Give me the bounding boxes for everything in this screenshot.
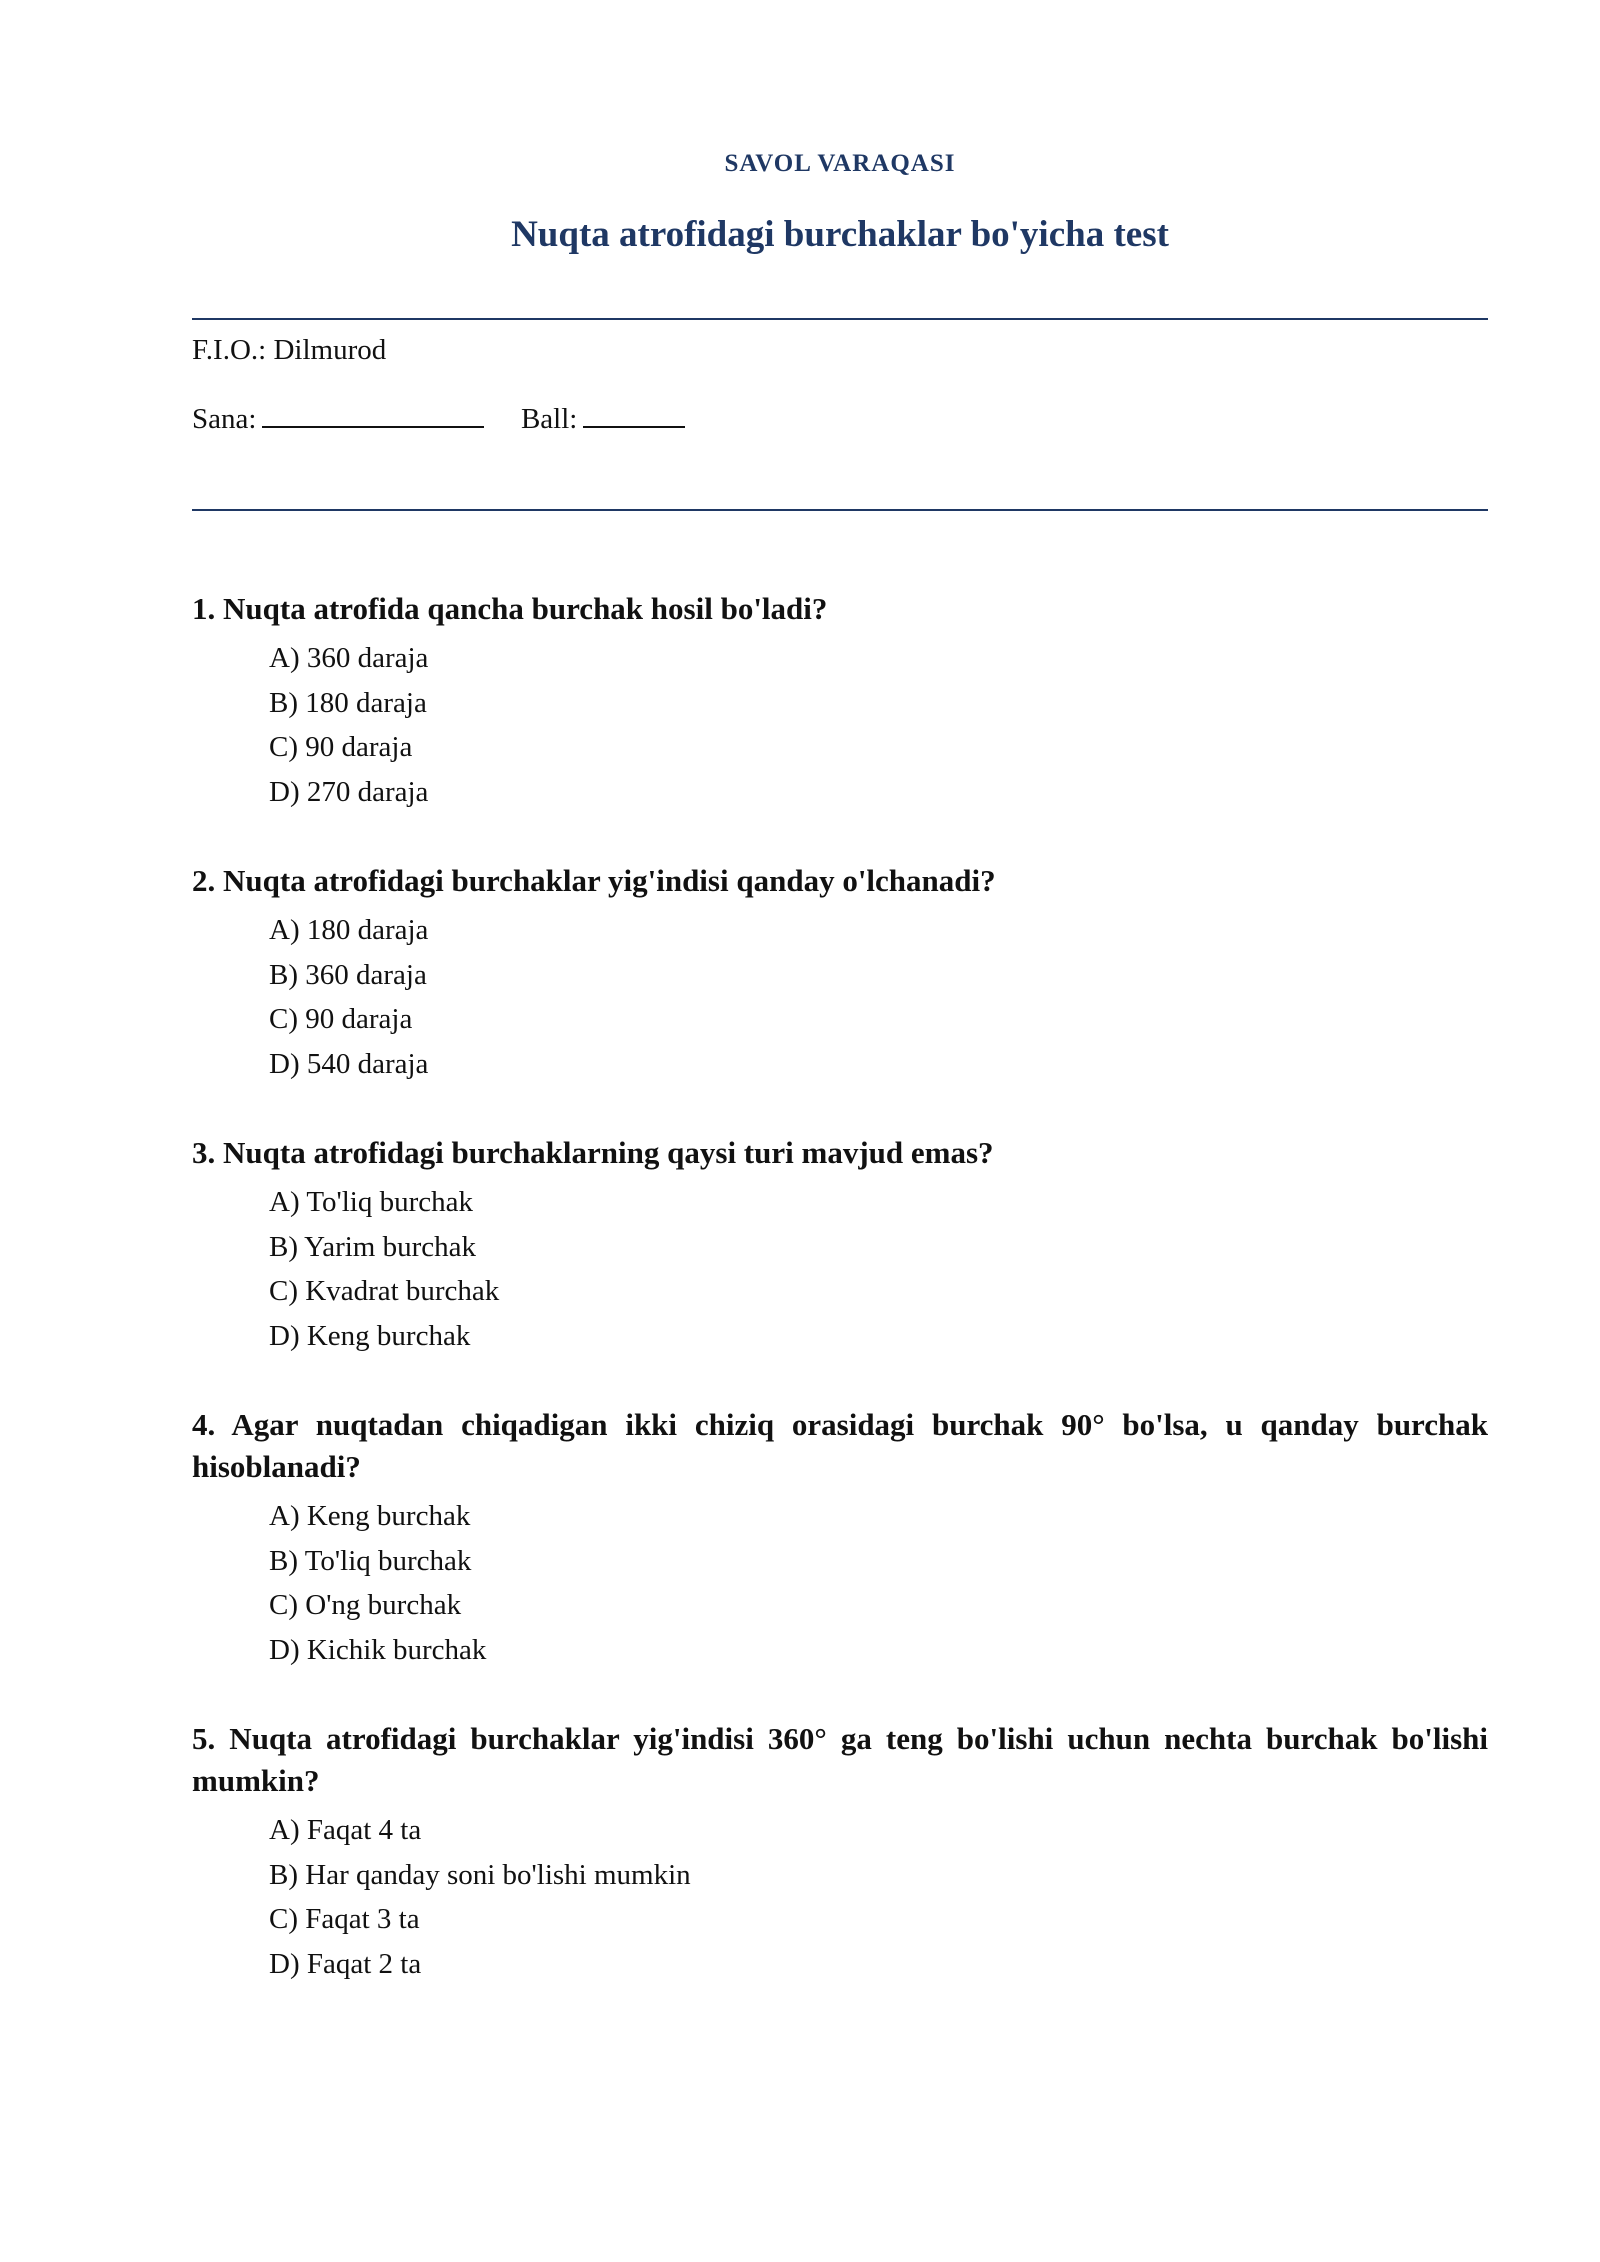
answer-option: B) 180 daraja (269, 686, 427, 719)
answer-option: B) To'liq burchak (269, 1544, 472, 1577)
question-block (192, 1132, 1488, 1358)
answer-options (192, 1180, 1488, 1358)
question-block (192, 1404, 1488, 1672)
question-text: 1. Nuqta atrofida qancha burchak hosil bo'ladi? (192, 591, 828, 626)
question-text: 2. Nuqta atrofidagi burchaklar yig'indisi qanday o'lchanadi? (192, 863, 996, 898)
answer-option: D) 540 daraja (269, 1047, 429, 1080)
answer-option: A) 180 daraja (269, 914, 429, 946)
date-blank (262, 400, 484, 428)
answer-option: D) Keng burchak (269, 1319, 471, 1352)
answer-option: C) O'ng burchak (269, 1589, 462, 1621)
answer-options (192, 1808, 1488, 1986)
answer-option: C) 90 daraja (269, 731, 413, 763)
answer-option: B) Yarim burchak (269, 1230, 477, 1263)
answer-option: D) 270 daraja (269, 775, 429, 808)
date-score-row (192, 400, 685, 436)
answer-option: A) To'liq burchak (269, 1186, 474, 1218)
question-list (192, 588, 1488, 2032)
question-block (192, 588, 1488, 814)
page-title: Nuqta atrofidagi burchaklar bo'yicha test (511, 214, 1169, 255)
answer-option: A) 360 daraja (269, 642, 429, 674)
answer-option: A) Faqat 4 ta (269, 1814, 422, 1846)
question-block (192, 1718, 1488, 1986)
sheet-label: SAVOL VARAQASI (724, 150, 956, 177)
student-name-value: Dilmurod (273, 334, 387, 366)
top-divider (192, 318, 1488, 320)
bottom-divider (192, 509, 1488, 511)
answer-option: B) Har qanday soni bo'lishi mumkin (269, 1858, 691, 1891)
student-name-row (192, 334, 386, 367)
answer-option: D) Kichik burchak (269, 1633, 487, 1666)
answer-options (192, 908, 1488, 1086)
student-name-label: F.I.O.: (192, 334, 267, 366)
answer-option: C) Faqat 3 ta (269, 1903, 420, 1935)
answer-option: B) 360 daraja (269, 958, 427, 991)
date-label: Sana: (192, 403, 257, 435)
answer-options (192, 1494, 1488, 1672)
question-text: 4. Agar nuqtadan chiqadigan ikki chiziq orasidagi burchak 90° bo'lsa, u qanday burchak hisoblanadi? (192, 1407, 1488, 1484)
answer-option: A) Keng burchak (269, 1500, 471, 1532)
answer-option: C) Kvadrat burchak (269, 1275, 500, 1307)
answer-options (192, 636, 1488, 814)
question-text: 3. Nuqta atrofidagi burchaklarning qaysi turi mavjud emas? (192, 1135, 994, 1170)
answer-option: C) 90 daraja (269, 1003, 413, 1035)
answer-option: D) Faqat 2 ta (269, 1947, 422, 1980)
question-text: 5. Nuqta atrofidagi burchaklar yig'indisi 360° ga teng bo'lishi uchun nechta burchak bo'lishi mumkin? (192, 1721, 1488, 1798)
question-block (192, 860, 1488, 1086)
score-label: Ball: (520, 403, 578, 435)
score-blank (583, 400, 685, 428)
